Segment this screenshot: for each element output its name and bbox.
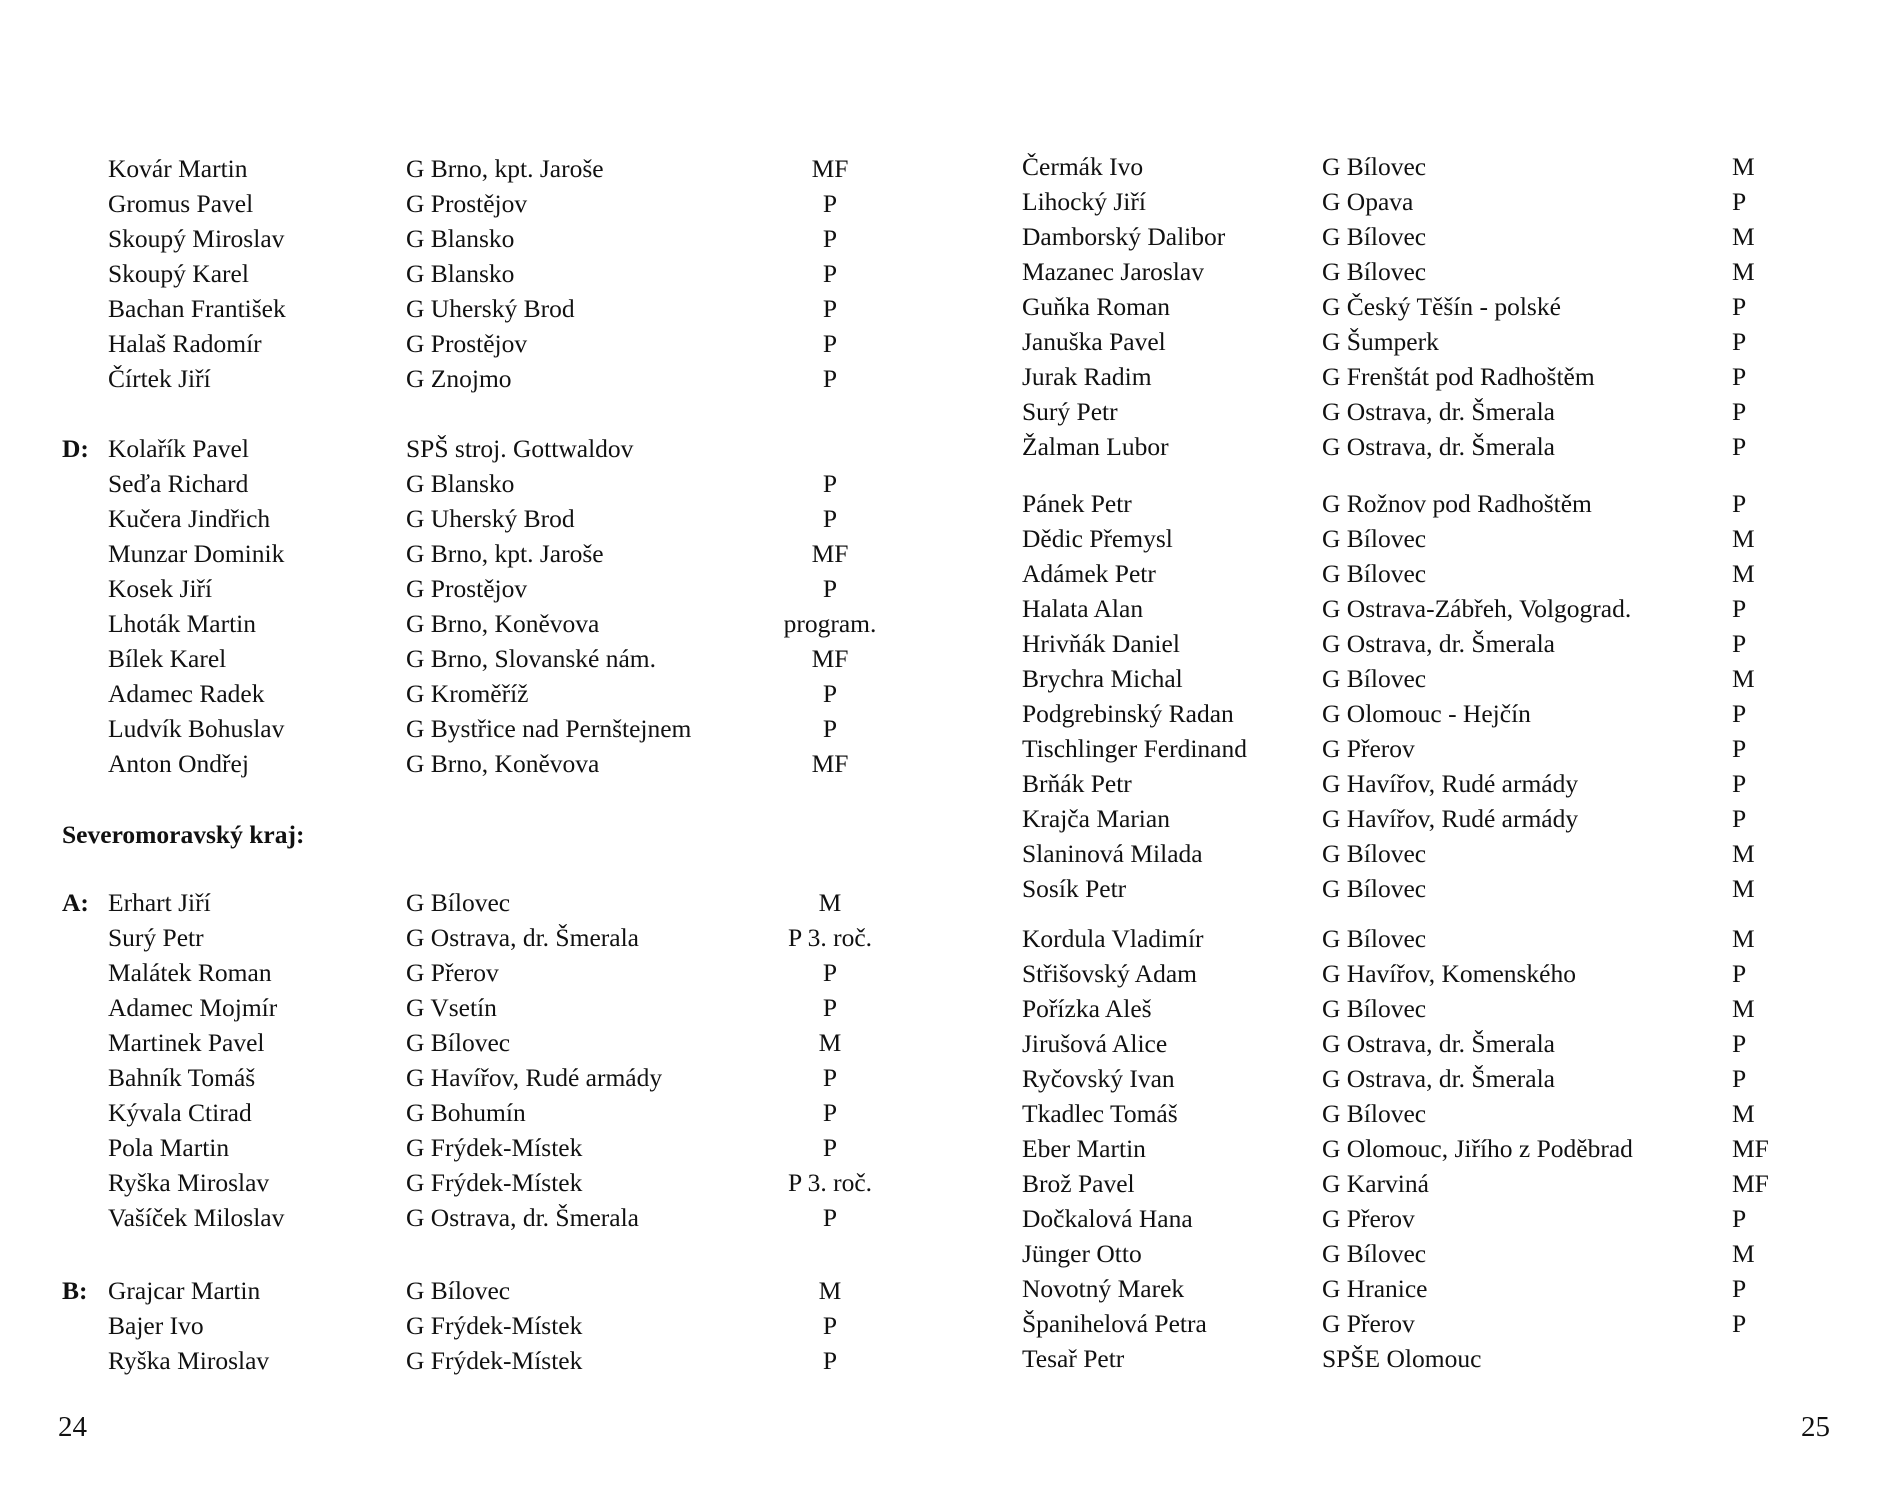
- list-item: [0, 921, 939, 955]
- list-item: [939, 767, 1878, 801]
- category-code: P: [822, 993, 838, 1022]
- list-item: [939, 697, 1878, 731]
- category-code: P: [822, 1098, 838, 1127]
- list-item: [939, 662, 1878, 696]
- school-name: G Vsetín: [406, 993, 497, 1022]
- category-code: M: [1732, 874, 1755, 903]
- list-item: [0, 991, 939, 1025]
- student-name: Martinek Pavel: [108, 1028, 265, 1057]
- student-name: Dědic Přemysl: [1022, 524, 1173, 553]
- list-item: [939, 802, 1878, 836]
- list-item: [939, 922, 1878, 956]
- list-item: [0, 1026, 939, 1060]
- student-name: Čermák Ivo: [1022, 152, 1144, 181]
- list-item: [0, 537, 939, 571]
- category-code: M: [1732, 839, 1755, 868]
- school-name: G Přerov: [1322, 1204, 1415, 1233]
- category-code: M: [818, 888, 842, 917]
- student-name: Krajča Marian: [1022, 804, 1170, 833]
- list-item: [939, 732, 1878, 766]
- school-name: G Bílovec: [1322, 1099, 1427, 1128]
- category-code: program.: [783, 609, 877, 638]
- student-name: Ryčovský Ivan: [1022, 1064, 1175, 1093]
- student-name: Skoupý Karel: [108, 259, 249, 288]
- student-name: Pořízka Aleš: [1022, 994, 1152, 1023]
- category-code: P: [1732, 769, 1747, 798]
- school-name: G Brno, Slovanské nám.: [406, 644, 657, 673]
- student-name: Surý Petr: [108, 923, 204, 952]
- category-code: P: [1732, 362, 1747, 391]
- category-code: MF: [811, 539, 849, 568]
- student-name: Mazanec Jaroslav: [1022, 257, 1204, 286]
- category-code: P: [822, 714, 838, 743]
- category-code: P: [1732, 187, 1747, 216]
- category-code: P: [1732, 292, 1747, 321]
- category-code: M: [1732, 1099, 1755, 1128]
- list-item: [939, 185, 1878, 219]
- student-name: Tischlinger Ferdinand: [1022, 734, 1248, 763]
- category-code: P: [1732, 1274, 1747, 1303]
- student-name: Adámek Petr: [1022, 559, 1156, 588]
- list-item: [939, 1132, 1878, 1166]
- school-name: G Karviná: [1322, 1169, 1429, 1198]
- right-page: [939, 0, 1878, 1501]
- list-item: [939, 957, 1878, 991]
- school-name: G Bílovec: [1322, 257, 1427, 286]
- list-item: [0, 1166, 939, 1200]
- school-name: G Prostějov: [406, 189, 528, 218]
- student-name: Adamec Radek: [108, 679, 265, 708]
- school-name: G Šumperk: [1322, 327, 1439, 356]
- school-name: G Rožnov pod Radhoštěm: [1322, 489, 1592, 518]
- list-item: [0, 1061, 939, 1095]
- school-name: G Frenštát pod Radhoštěm: [1322, 362, 1595, 391]
- student-name: Adamec Mojmír: [108, 993, 278, 1022]
- school-name: G Ostrava, dr. Šmerala: [406, 1203, 639, 1232]
- school-name: G Hranice: [1322, 1274, 1428, 1303]
- list-item: [0, 1344, 939, 1378]
- category-code: P: [822, 469, 838, 498]
- list-item: [0, 187, 939, 221]
- list-item: [939, 592, 1878, 626]
- page-number: 25: [1801, 1411, 1830, 1443]
- category-code: P: [822, 1133, 838, 1162]
- category-code: M: [1732, 524, 1755, 553]
- student-name: Anton Ondřej: [108, 749, 249, 778]
- student-name: Kolařík Pavel: [108, 434, 249, 463]
- list-item: [0, 152, 939, 186]
- school-name: G Havířov, Rudé armády: [1322, 804, 1579, 833]
- category-code: M: [1732, 924, 1755, 953]
- school-name: G Havířov, Rudé armády: [406, 1063, 663, 1092]
- category-code: P 3. roč.: [787, 1168, 873, 1197]
- school-name: G Uherský Brod: [406, 294, 575, 323]
- school-name: G Bohumín: [406, 1098, 526, 1127]
- list-item: [0, 677, 939, 711]
- school-name: G Bílovec: [1322, 994, 1427, 1023]
- list-item: [939, 1307, 1878, 1341]
- category-code: P: [822, 958, 838, 987]
- student-name: Brož Pavel: [1022, 1169, 1135, 1198]
- student-name: Dočkalová Hana: [1022, 1204, 1193, 1233]
- category-code: M: [818, 1276, 842, 1305]
- school-name: G Blansko: [406, 224, 515, 253]
- student-name: Jünger Otto: [1022, 1239, 1142, 1268]
- student-name: Střišovský Adam: [1022, 959, 1197, 988]
- school-name: G Ostrava, dr. Šmerala: [1322, 397, 1555, 426]
- category-code: M: [1732, 664, 1755, 693]
- student-name: Lihocký Jiří: [1022, 187, 1146, 216]
- list-item: [0, 432, 939, 466]
- category-code: P: [1732, 1204, 1747, 1233]
- category-code: M: [1732, 152, 1755, 181]
- category-code: M: [818, 1028, 842, 1057]
- list-item: [939, 522, 1878, 556]
- school-name: SPŠE Olomouc: [1322, 1344, 1482, 1373]
- category-code: P: [822, 294, 838, 323]
- school-name: G Bílovec: [1322, 874, 1427, 903]
- school-name: SPŠ stroj. Gottwaldov: [406, 434, 634, 463]
- student-name: Slaninová Milada: [1022, 839, 1203, 868]
- student-name: Munzar Dominik: [108, 539, 285, 568]
- list-item: [939, 627, 1878, 661]
- category-code: P: [822, 329, 838, 358]
- school-name: G Přerov: [1322, 734, 1415, 763]
- category-code: P: [822, 224, 838, 253]
- school-name: G Brno, Koněvova: [406, 749, 600, 778]
- school-name: G Přerov: [1322, 1309, 1415, 1338]
- category-code: M: [1732, 222, 1755, 251]
- student-name: Bajer Ivo: [108, 1311, 204, 1340]
- school-name: G Frýdek-Místek: [406, 1168, 583, 1197]
- student-name: Lhoták Martin: [108, 609, 257, 638]
- category-code: P: [1732, 699, 1747, 728]
- student-name: Surý Petr: [1022, 397, 1118, 426]
- school-name: G Bílovec: [1322, 524, 1427, 553]
- student-name: Podgrebinský Radan: [1022, 699, 1234, 728]
- page-number: 24: [58, 1411, 87, 1443]
- student-name: Jurak Radim: [1022, 362, 1152, 391]
- category-code: P: [822, 1203, 838, 1232]
- student-name: Žalman Lubor: [1022, 432, 1169, 461]
- student-name: Novotný Marek: [1022, 1274, 1185, 1303]
- list-item: [0, 642, 939, 676]
- school-name: G Kroměříž: [406, 679, 529, 708]
- category-code: M: [1732, 994, 1755, 1023]
- student-name: Bílek Karel: [108, 644, 227, 673]
- school-name: G Uherský Brod: [406, 504, 575, 533]
- list-item: [939, 430, 1878, 464]
- category-code: M: [1732, 257, 1755, 286]
- list-item: [939, 837, 1878, 871]
- category-code: P: [822, 574, 838, 603]
- student-name: Tkadlec Tomáš: [1022, 1099, 1178, 1128]
- student-name: Gromus Pavel: [108, 189, 254, 218]
- school-name: G Bílovec: [406, 1276, 511, 1305]
- school-name: G Brno, kpt. Jaroše: [406, 154, 604, 183]
- school-name: G Ostrava, dr. Šmerala: [1322, 629, 1555, 658]
- school-name: G Brno, kpt. Jaroše: [406, 539, 604, 568]
- list-item: [0, 222, 939, 256]
- category-code: MF: [811, 154, 849, 183]
- list-item: [939, 1167, 1878, 1201]
- student-name: Hrivňák Daniel: [1022, 629, 1180, 658]
- student-name: Brychra Michal: [1022, 664, 1183, 693]
- list-item: [0, 1309, 939, 1343]
- student-name: Januška Pavel: [1022, 327, 1166, 356]
- school-name: G Blansko: [406, 469, 515, 498]
- category-code: P: [822, 1063, 838, 1092]
- category-code: P: [1732, 804, 1747, 833]
- student-name: Ludvík Bohuslav: [108, 714, 285, 743]
- category-code: P: [822, 1311, 838, 1340]
- list-item: [939, 1062, 1878, 1096]
- student-name: Malátek Roman: [108, 958, 272, 987]
- category-code: P: [822, 364, 838, 393]
- school-name: G Bílovec: [1322, 924, 1427, 953]
- student-name: Eber Martin: [1022, 1134, 1146, 1163]
- student-name: Kordula Vladimír: [1022, 924, 1204, 953]
- school-name: G Frýdek-Místek: [406, 1133, 583, 1162]
- list-item: [0, 502, 939, 536]
- list-item: [939, 1097, 1878, 1131]
- student-name: Vašíček Miloslav: [108, 1203, 285, 1232]
- school-name: G Ostrava-Zábřeh, Volgograd.: [1322, 594, 1632, 623]
- student-name: Kývala Ctirad: [108, 1098, 252, 1127]
- section-heading: Severomoravský kraj:: [62, 820, 305, 849]
- category-code: P: [1732, 1064, 1747, 1093]
- school-name: G Bílovec: [406, 888, 511, 917]
- list-item: [939, 1272, 1878, 1306]
- school-name: G Ostrava, dr. Šmerala: [1322, 1029, 1555, 1058]
- category-code: MF: [811, 644, 849, 673]
- category-code: P: [1732, 629, 1747, 658]
- list-item: [0, 956, 939, 990]
- list-item: [939, 1237, 1878, 1271]
- group-label: B:: [62, 1276, 88, 1305]
- school-name: G Havířov, Rudé armády: [1322, 769, 1579, 798]
- student-name: Ryška Miroslav: [108, 1346, 270, 1375]
- list-item: [0, 327, 939, 361]
- list-item: [939, 290, 1878, 324]
- category-code: P: [1732, 1029, 1747, 1058]
- school-name: G Bílovec: [1322, 1239, 1427, 1268]
- student-name: Halaš Radomír: [108, 329, 262, 358]
- category-code: P: [1732, 959, 1747, 988]
- school-name: G Bílovec: [1322, 222, 1427, 251]
- category-code: M: [1732, 559, 1755, 588]
- list-item: [939, 255, 1878, 289]
- category-code: P 3. roč.: [787, 923, 873, 952]
- student-name: Erhart Jiří: [108, 888, 211, 917]
- student-name: Halata Alan: [1022, 594, 1144, 623]
- group-label: D:: [62, 434, 89, 463]
- list-item: [939, 395, 1878, 429]
- student-name: Sosík Petr: [1022, 874, 1127, 903]
- list-item: [0, 1096, 939, 1130]
- school-name: G Frýdek-Místek: [406, 1346, 583, 1375]
- list-item: [939, 557, 1878, 591]
- list-item: [0, 572, 939, 606]
- school-name: G Bílovec: [406, 1028, 511, 1057]
- category-code: P: [1732, 489, 1747, 518]
- list-item: [0, 292, 939, 326]
- student-name: Brňák Petr: [1022, 769, 1132, 798]
- school-name: G Prostějov: [406, 574, 528, 603]
- list-item: [939, 1342, 1878, 1376]
- list-item: [939, 487, 1878, 521]
- school-name: G Bílovec: [1322, 839, 1427, 868]
- school-name: G Brno, Koněvova: [406, 609, 600, 638]
- student-name: Skoupý Miroslav: [108, 224, 285, 253]
- school-name: G Ostrava, dr. Šmerala: [406, 923, 639, 952]
- student-name: Pánek Petr: [1022, 489, 1132, 518]
- school-name: G Frýdek-Místek: [406, 1311, 583, 1340]
- list-item: [0, 1131, 939, 1165]
- school-name: G Bystřice nad Pernštejnem: [406, 714, 692, 743]
- list-item: [0, 1274, 939, 1308]
- list-item: [0, 257, 939, 291]
- student-name: Kovár Martin: [108, 154, 248, 183]
- list-item: [939, 992, 1878, 1026]
- list-item: [939, 220, 1878, 254]
- student-name: Damborský Dalibor: [1022, 222, 1226, 251]
- category-code: P: [822, 679, 838, 708]
- category-code: P: [1732, 397, 1747, 426]
- school-name: G Havířov, Komenského: [1322, 959, 1577, 988]
- category-code: P: [1732, 594, 1747, 623]
- school-name: G Bílovec: [1322, 152, 1427, 181]
- category-code: MF: [811, 749, 849, 778]
- category-code: MF: [1732, 1169, 1769, 1198]
- student-name: Bahník Tomáš: [108, 1063, 256, 1092]
- category-code: P: [1732, 1309, 1747, 1338]
- category-code: P: [1732, 432, 1747, 461]
- list-item: [939, 1202, 1878, 1236]
- school-name: G Ostrava, dr. Šmerala: [1322, 432, 1555, 461]
- category-code: MF: [1732, 1134, 1769, 1163]
- category-code: P: [1732, 734, 1747, 763]
- category-code: P: [822, 189, 838, 218]
- list-item: [939, 360, 1878, 394]
- list-item: [0, 467, 939, 501]
- school-name: G Opava: [1322, 187, 1414, 216]
- list-item: [939, 325, 1878, 359]
- category-code: P: [1732, 327, 1747, 356]
- list-item: [0, 362, 939, 396]
- student-name: Kučera Jindřich: [108, 504, 271, 533]
- list-item: [0, 712, 939, 746]
- category-code: P: [822, 259, 838, 288]
- student-name: Jirušová Alice: [1022, 1029, 1168, 1058]
- school-name: G Blansko: [406, 259, 515, 288]
- student-name: Guňka Roman: [1022, 292, 1171, 321]
- student-name: Ryška Miroslav: [108, 1168, 270, 1197]
- student-name: Seďa Richard: [108, 469, 249, 498]
- student-name: Pola Martin: [108, 1133, 230, 1162]
- school-name: G Prostějov: [406, 329, 528, 358]
- student-name: Grajcar Martin: [108, 1276, 261, 1305]
- school-name: G Olomouc, Jiřího z Poděbrad: [1322, 1134, 1633, 1163]
- group-label: A:: [62, 888, 89, 917]
- school-name: G Přerov: [406, 958, 499, 987]
- student-name: Kosek Jiří: [108, 574, 213, 603]
- student-name: Bachan František: [108, 294, 286, 323]
- student-name: Čírtek Jiří: [108, 364, 211, 393]
- list-item: [0, 886, 939, 920]
- list-item: [939, 1027, 1878, 1061]
- student-name: Španihelová Petra: [1022, 1309, 1207, 1338]
- list-item: [0, 1201, 939, 1235]
- school-name: G Bílovec: [1322, 559, 1427, 588]
- category-code: P: [822, 1346, 838, 1375]
- category-code: M: [1732, 1239, 1755, 1268]
- school-name: G Český Těšín - polské: [1322, 292, 1561, 321]
- school-name: G Znojmo: [406, 364, 512, 393]
- list-item: [0, 747, 939, 781]
- school-name: G Ostrava, dr. Šmerala: [1322, 1064, 1555, 1093]
- list-item: [939, 150, 1878, 184]
- school-name: G Bílovec: [1322, 664, 1427, 693]
- list-item: [939, 872, 1878, 906]
- school-name: G Olomouc - Hejčín: [1322, 699, 1531, 728]
- category-code: P: [822, 504, 838, 533]
- student-name: Tesař Petr: [1022, 1344, 1125, 1373]
- list-item: [0, 607, 939, 641]
